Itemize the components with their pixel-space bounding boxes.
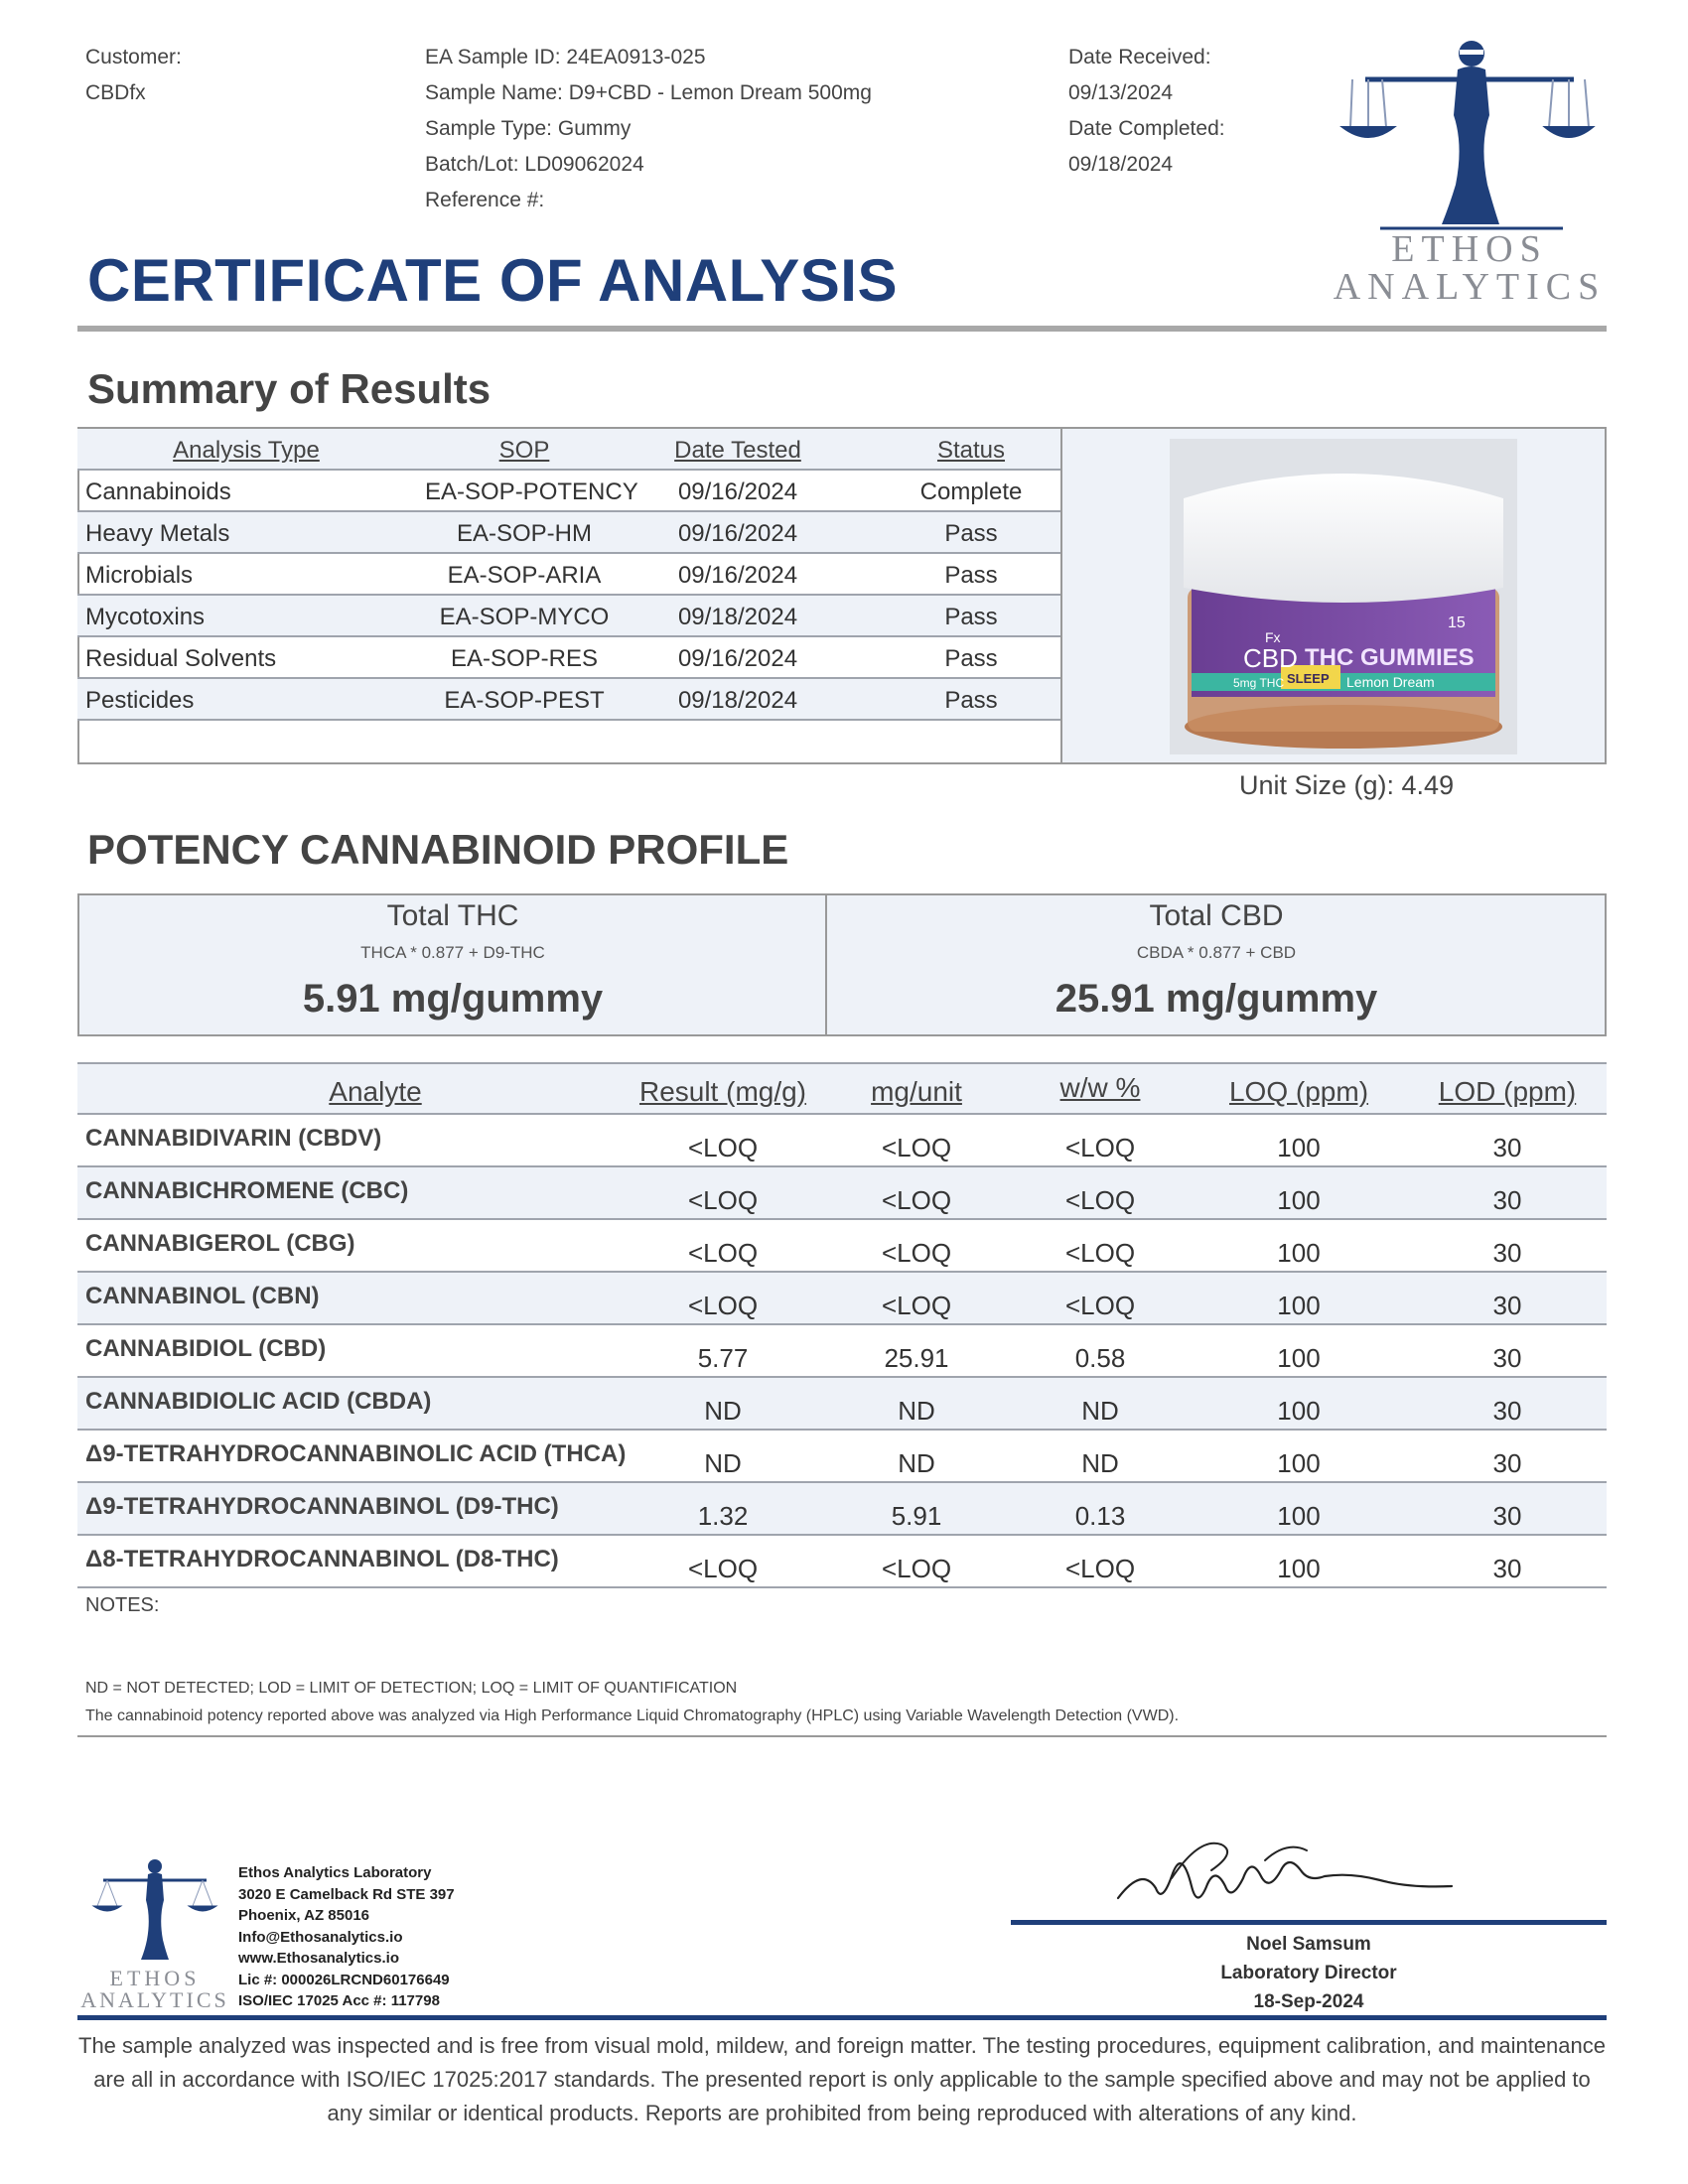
total-cbd-formula: CBDA * 0.877 + CBD (1136, 943, 1297, 962)
col-analysis-type: Analysis Type (173, 437, 320, 464)
lod-value: 30 (1492, 1396, 1522, 1426)
date-tested: 09/18/2024 (677, 687, 798, 714)
date-tested: 09/16/2024 (677, 478, 798, 505)
mg-per-unit: 5.91 (891, 1501, 942, 1531)
customer-name: CBDfx (85, 81, 146, 104)
sop: EA-SOP-HM (456, 520, 592, 547)
signer-block (1011, 1930, 1607, 2016)
notes-label: NOTES: (85, 1594, 160, 1616)
lab-accreditation: ISO/IEC 17025 Acc #: 117798 (238, 1992, 440, 2009)
total-cbd-panel (827, 899, 1606, 1022)
lady-justice-icon (1331, 36, 1609, 234)
total-thc-panel (79, 899, 826, 1022)
jar-brand-fx: Fx (1265, 629, 1281, 645)
table-row (77, 596, 1060, 637)
date-received: 09/13/2024 (1068, 81, 1174, 104)
col-status: Status (936, 437, 1006, 464)
handwritten-signature-image (1112, 1827, 1470, 1926)
result-mg-g: <LOQ (687, 1554, 759, 1583)
unit-size: Unit Size (g): 4.49 (1239, 770, 1455, 800)
loq-value: 100 (1277, 1448, 1321, 1478)
status: Complete (919, 478, 1023, 505)
table-row (77, 1431, 1607, 1483)
jar-count: 15 (1448, 614, 1466, 631)
lod-value: 30 (1492, 1554, 1522, 1583)
analysis-type: Cannabinoids (85, 478, 231, 505)
mg-per-unit: ND (898, 1448, 935, 1478)
jar-title: THC GUMMIES (1305, 644, 1475, 671)
table-row (77, 1115, 1607, 1167)
table-row (77, 554, 1060, 596)
table-row (77, 1378, 1607, 1431)
weight-percent: ND (1081, 1448, 1119, 1478)
date-received-label: Date Received: (1068, 46, 1211, 68)
product-photo (1170, 439, 1517, 754)
status: Pass (944, 645, 998, 672)
analyte-name: Δ9-TETRAHYDROCANNABINOLIC ACID (THCA) (85, 1440, 627, 1467)
weight-percent: <LOQ (1064, 1238, 1136, 1268)
analysis-type: Mycotoxins (85, 604, 206, 630)
signed-date: 18-Sep-2024 (1253, 1991, 1364, 2012)
date-completed: 09/18/2024 (1068, 153, 1174, 176)
mg-per-unit: 25.91 (884, 1343, 949, 1373)
customer-block (85, 40, 182, 111)
col-analyte: Analyte (329, 1076, 422, 1107)
logo-text-analytics: ANALYTICS (1333, 266, 1607, 308)
signature-line (1011, 1920, 1607, 1925)
result-mg-g: 5.77 (697, 1343, 749, 1373)
date-tested: 09/18/2024 (677, 604, 798, 630)
status: Pass (944, 562, 998, 589)
title-divider (77, 326, 1607, 332)
weight-percent: 0.58 (1074, 1343, 1126, 1373)
sop: EA-SOP-PEST (444, 687, 605, 714)
footer-divider (77, 2015, 1607, 2020)
loq-value: 100 (1277, 1554, 1321, 1583)
lod-value: 30 (1492, 1448, 1522, 1478)
lab-city: Phoenix, AZ 85016 (238, 1907, 369, 1924)
loq-value: 100 (1277, 1185, 1321, 1215)
analyte-name: CANNABINOL (CBN) (85, 1283, 320, 1309)
document-title: CERTIFICATE OF ANALYSIS (87, 247, 898, 314)
weight-percent: ND (1081, 1396, 1119, 1426)
result-mg-g: 1.32 (697, 1501, 749, 1531)
sample-type: Sample Type: Gummy (425, 117, 632, 140)
sop: EA-SOP-POTENCY (425, 478, 638, 505)
loq-value: 100 (1277, 1343, 1321, 1373)
status: Pass (944, 604, 998, 630)
total-thc-value: 5.91 mg/gummy (302, 977, 604, 1021)
mg-per-unit: <LOQ (881, 1133, 952, 1162)
summary-header-row (77, 429, 1060, 471)
col-ww: w/w % (1059, 1072, 1141, 1103)
lab-name: Ethos Analytics Laboratory (238, 1864, 432, 1881)
date-tested: 09/16/2024 (677, 520, 798, 547)
sop: EA-SOP-MYCO (439, 604, 610, 630)
lod-value: 30 (1492, 1238, 1522, 1268)
lab-address-block (238, 1862, 455, 2012)
weight-percent: <LOQ (1064, 1185, 1136, 1215)
signer-name: Noel Samsum (1246, 1934, 1371, 1955)
jar-flavor: Lemon Dream (1346, 674, 1435, 690)
summary-divider (1060, 427, 1062, 764)
result-mg-g: <LOQ (687, 1185, 759, 1215)
batch-lot: Batch/Lot: LD09062024 (425, 153, 644, 176)
table-row (77, 1483, 1607, 1536)
col-loq: LOQ (ppm) (1228, 1076, 1369, 1107)
sample-name: Sample Name: D9+CBD - Lemon Dream 500mg (425, 81, 872, 104)
lod-value: 30 (1492, 1343, 1522, 1373)
analyte-name: Δ8-TETRAHYDROCANNABINOL (D8-THC) (85, 1546, 559, 1572)
total-thc-formula: THCA * 0.877 + D9-THC (360, 943, 545, 962)
table-row (77, 512, 1060, 554)
result-mg-g: <LOQ (687, 1133, 759, 1162)
jar-brand-cbd: CBD (1243, 643, 1298, 673)
weight-percent: 0.13 (1074, 1501, 1126, 1531)
analysis-type: Pesticides (85, 687, 195, 714)
lod-value: 30 (1492, 1501, 1522, 1531)
lod-value: 30 (1492, 1291, 1522, 1320)
col-result: Result (mg/g) (638, 1076, 807, 1107)
loq-value: 100 (1277, 1291, 1321, 1320)
analyte-name: Δ9-TETRAHYDROCANNABINOL (D9-THC) (85, 1493, 559, 1520)
total-cbd-value: 25.91 mg/gummy (1055, 977, 1378, 1021)
col-date-tested: Date Tested (674, 437, 801, 464)
analyte-name: CANNABIDIVARIN (CBDV) (85, 1125, 382, 1152)
result-mg-g: <LOQ (687, 1238, 759, 1268)
notes-divider (77, 1735, 1607, 1737)
date-completed-label: Date Completed: (1068, 117, 1225, 140)
mg-per-unit: <LOQ (881, 1291, 952, 1320)
footer-logo-analytics: ANALYTICS (80, 1987, 229, 2012)
weight-percent: <LOQ (1064, 1291, 1136, 1320)
analyte-name: CANNABIGEROL (CBG) (85, 1230, 355, 1257)
table-row (77, 637, 1060, 679)
analyte-name: CANNABIDIOLIC ACID (CBDA) (85, 1388, 432, 1415)
status: Pass (944, 520, 998, 547)
method-footnote: The cannabinoid potency reported above was analyzed via High Performance Liquid Chromatography (HPLC) using Variable Wavelength Detection (VWD). (85, 1707, 1180, 1724)
summary-heading: Summary of Results (87, 365, 492, 412)
total-thc-title: Total THC (386, 899, 519, 932)
date-tested: 09/16/2024 (677, 645, 798, 672)
gummy-jar-image (1170, 439, 1517, 754)
result-mg-g: ND (704, 1448, 742, 1478)
jar-thc: 5mg THC (1233, 676, 1285, 690)
lab-email: Info@Ethosanalytics.io (238, 1928, 403, 1946)
lab-license: Lic #: 000026LRCND60176649 (238, 1971, 450, 1988)
reference-number: Reference #: (425, 189, 545, 211)
disclaimer-text: The sample analyzed was inspected and is free from visual mold, mildew, and foreign matter. The testing procedures, equipment calibration, and maintenance are all in accordance with ISO/IEC 17025:2017 standards. The presented report is only applicable to the sample specified above and may not be applied to any similar or identical products. Reports are prohibited from being reproduced with alterations of any kind. (78, 2033, 1606, 2125)
mg-per-unit: <LOQ (881, 1185, 952, 1215)
weight-percent: <LOQ (1064, 1554, 1136, 1583)
lady-justice-small-icon (75, 1854, 234, 1964)
footer-logo (75, 1854, 234, 2013)
jar-sleep: SLEEP (1287, 671, 1330, 686)
dates-block (1068, 40, 1225, 183)
date-tested: 09/16/2024 (677, 562, 798, 589)
potency-heading: POTENCY CANNABINOID PROFILE (87, 826, 789, 873)
total-cbd-title: Total CBD (1149, 899, 1284, 932)
footer-logo-ethos: ETHOS (109, 1966, 201, 1990)
ethos-logo (1331, 36, 1609, 314)
mg-per-unit: <LOQ (881, 1238, 952, 1268)
lab-street: 3020 E Camelback Rd STE 397 (238, 1885, 455, 1903)
mg-per-unit: <LOQ (881, 1554, 952, 1583)
loq-value: 100 (1277, 1238, 1321, 1268)
abbreviations-footnote: ND = NOT DETECTED; LOD = LIMIT OF DETECTION; LOQ = LIMIT OF QUANTIFICATION (85, 1680, 738, 1697)
table-row (77, 1273, 1607, 1325)
sample-id: EA Sample ID: 24EA0913-025 (425, 46, 706, 68)
status: Pass (944, 687, 998, 714)
analyte-name: CANNABICHROMENE (CBC) (85, 1177, 409, 1204)
col-mg-unit: mg/unit (871, 1076, 962, 1107)
lod-value: 30 (1492, 1185, 1522, 1215)
result-mg-g: ND (704, 1396, 742, 1426)
table-row (77, 1220, 1607, 1273)
table-row (77, 471, 1060, 512)
weight-percent: <LOQ (1064, 1133, 1136, 1162)
sample-info-block (425, 40, 872, 218)
table-row (77, 1325, 1607, 1378)
loq-value: 100 (1277, 1396, 1321, 1426)
signer-title: Laboratory Director (1220, 1963, 1397, 1983)
signature (1112, 1827, 1470, 1926)
logo-text-ethos: ETHOS (1391, 228, 1548, 270)
col-lod: LOD (ppm) (1438, 1076, 1577, 1107)
analysis-type: Heavy Metals (85, 520, 230, 547)
sop: EA-SOP-RES (450, 645, 599, 672)
table-row (77, 679, 1060, 721)
analysis-type: Microbials (85, 562, 194, 589)
result-mg-g: <LOQ (687, 1291, 759, 1320)
analyte-name: CANNABIDIOL (CBD) (85, 1335, 327, 1362)
analysis-type: Residual Solvents (85, 645, 277, 672)
table-row (77, 1167, 1607, 1220)
mg-per-unit: ND (898, 1396, 935, 1426)
col-sop: SOP (498, 437, 550, 464)
potency-header-row (77, 1062, 1607, 1115)
lab-website: www.Ethosanalytics.io (238, 1950, 399, 1967)
loq-value: 100 (1277, 1133, 1321, 1162)
sop: EA-SOP-ARIA (447, 562, 602, 589)
customer-label: Customer: (85, 46, 182, 68)
lod-value: 30 (1492, 1133, 1522, 1162)
loq-value: 100 (1277, 1501, 1321, 1531)
table-row (77, 1536, 1607, 1588)
